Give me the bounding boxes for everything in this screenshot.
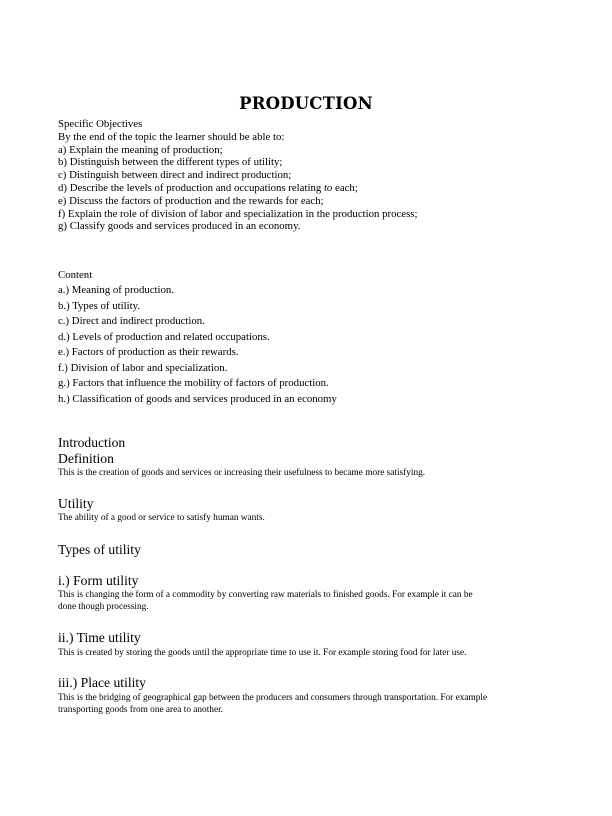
utility-heading: Utility [58,496,94,511]
content-item: d.) Levels of production and related occupations. [58,330,270,343]
types-of-utility-heading: Types of utility [58,542,141,557]
content-heading: Content [58,269,93,281]
objectives-intro: By the end of the topic the learner should be able to: [58,130,285,143]
time-utility-text: This is created by storing the goods until the appropriate time to use it. For example storing food for later use. [58,648,467,658]
objective-item: e) Discuss the factors of production and the rewards for each; [58,194,324,207]
form-utility-line: done though processing. [58,602,149,612]
objective-item: g) Classify goods and services produced in an economy. [58,220,301,233]
form-utility-text [58,589,558,613]
objectives-section [58,118,558,233]
objective-item: b) Distinguish between the different types of utility; [58,156,283,169]
form-utility-heading: i.) Form utility [58,573,139,588]
content-item: b.) Types of utility. [58,299,141,312]
content-item: a.) Meaning of production. [58,284,175,296]
place-utility-heading: iii.) Place utility [58,675,146,690]
form-utility-line: This is changing the form of a commodity by converting raw materials to finished goods. For example it can be [58,590,473,600]
content-item: e.) Factors of production as their rewards. [58,346,239,358]
definition-text: This is the creation of goods and services or increasing their usefulness to became more satisfying. [58,468,426,478]
time-utility-heading: ii.) Time utility [58,630,141,645]
page-title: PRODUCTION [239,94,373,113]
content-item: h.) Classification of goods and services produced in an economy [58,392,337,405]
objective-item-d-italic: to [323,181,333,194]
objective-item: f) Explain the role of division of labor and specialization in the production process; [58,207,418,220]
content-item: c.) Direct and indirect production. [58,315,205,327]
definition-heading: Definition [58,451,114,466]
objective-item: c) Distinguish between direct and indirect production; [58,169,292,182]
objective-item-d-end: each; [332,181,358,194]
place-utility-line: This is the bridging of geographical gap between the producers and consumers through transportation. For example [58,693,488,703]
content-list [58,283,558,407]
place-utility-line: transporting goods from one area to another. [58,705,223,715]
place-utility-text [58,692,558,716]
objective-item: a) Explain the meaning of production; [58,143,223,156]
introduction-heading: Introduction [58,435,126,450]
utility-text: The ability of a good or service to satisfy human wants. [58,513,265,523]
objectives-heading: Specific Objectives [58,118,143,130]
content-item: f.) Division of labor and specialization. [58,361,228,374]
objective-item-d-text: d) Describe the levels of production and occupations relating [58,181,324,194]
objective-item-d [58,182,558,195]
content-item: g.) Factors that influence the mobility of factors of production. [58,377,329,389]
